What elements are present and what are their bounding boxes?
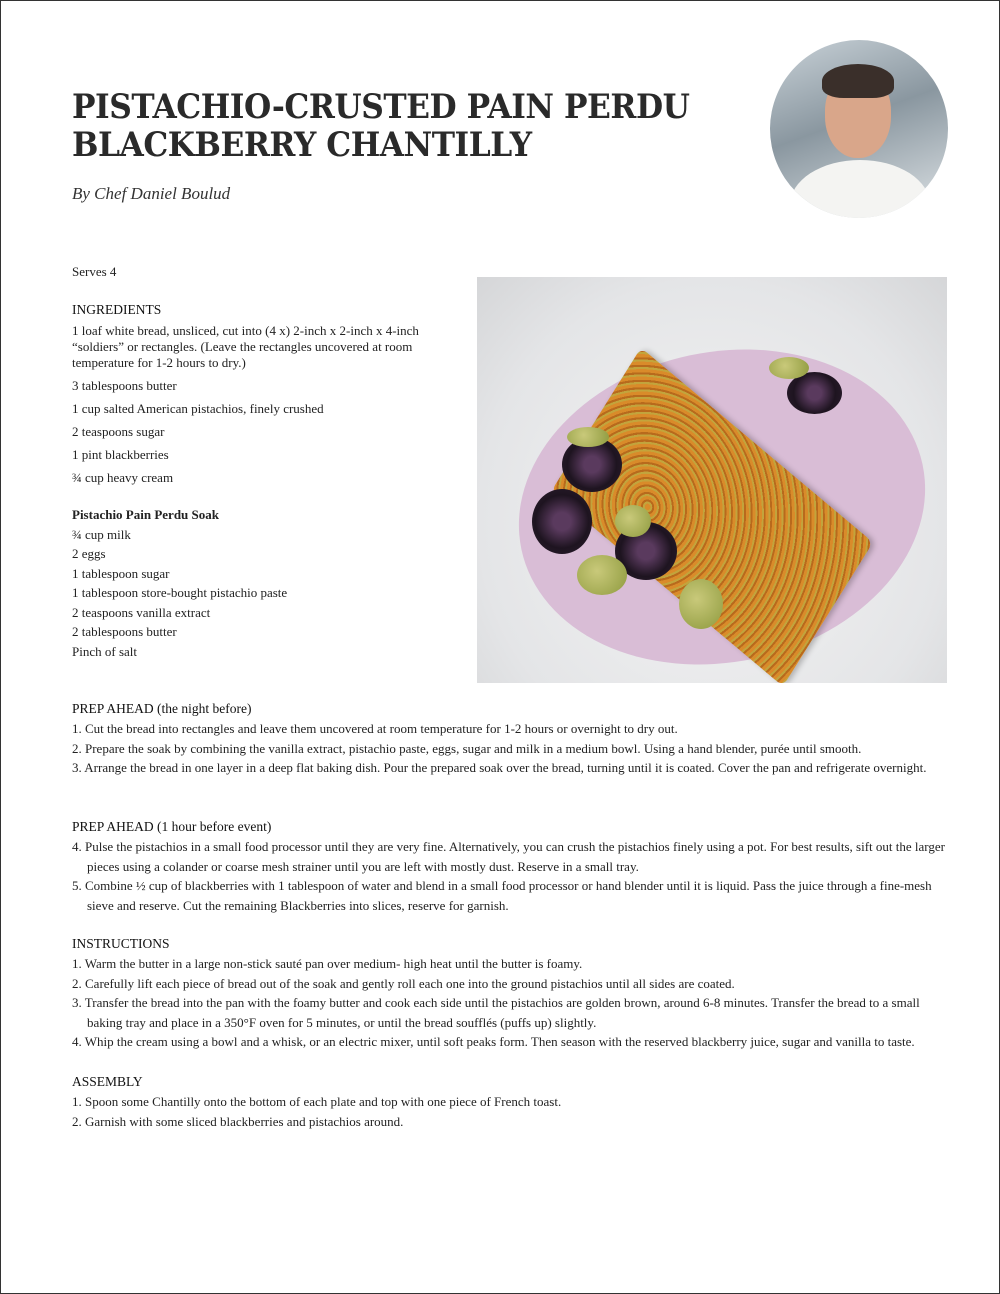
ingredient-item: 1 pint blackberries: [72, 447, 169, 462]
step: 2. Garnish with some sliced blackberries and pistachios around.: [72, 1113, 404, 1129]
dish-photo: [477, 277, 947, 683]
step: 3. Transfer the bread into the pan with the foamy butter and cook each side until the pistachios are golden brown, around 6-8 minutes. Transfer the bread to a small baking tray and place in a 350°F oven for 5 minutes, or until the bread soufflés (puffs up) slightly.: [72, 995, 920, 1030]
ingredients-section: [72, 302, 452, 493]
step: 3. Arrange the bread in one layer in a deep flat baking dish. Pour the prepared soak over the bread, turning until it is coated. Cover the pan and refrigerate overnight.: [72, 760, 927, 775]
step: 5. Combine ½ cup of blackberries with 1 tablespoon of water and blend in a small food processor or hand blender until it is liquid. Pass the juice through a fine-mesh sieve and reserve. Cut the remaining Blackberries into slices, reserve for garnish.: [72, 878, 932, 913]
assembly-section: [72, 1072, 952, 1131]
byline: By Chef Daniel Boulud: [72, 184, 231, 203]
step: 1. Spoon some Chantilly onto the bottom of each plate and top with one piece of French toast.: [72, 1094, 562, 1109]
recipe-title: [72, 88, 689, 164]
step: 1. Cut the bread into rectangles and leave them uncovered at room temperature for 1-2 hours or overnight to dry out.: [72, 721, 678, 736]
assembly-heading: ASSEMBLY: [72, 1074, 143, 1089]
ingredients-heading: INGREDIENTS: [72, 302, 162, 317]
soak-item: Pinch of salt: [72, 643, 137, 659]
prep-night-heading: PREP AHEAD (the night before): [72, 701, 252, 716]
soak-item: 1 tablespoon sugar: [72, 565, 170, 581]
ingredient-item: ¾ cup heavy cream: [72, 470, 174, 485]
soak-heading: Pistachio Pain Perdu Soak: [72, 507, 219, 522]
prep-hour-section: [72, 817, 952, 915]
soak-section: [72, 505, 287, 661]
ingredient-item: 1 loaf white bread, unsliced, cut into (4 x) 2-inch x 2-inch x 4-inch “soldiers” or rectangles. (Leave the rectangles uncovered at room temperature for 1-2 hours to dry.): [72, 323, 419, 370]
title-line-1: PISTACHIO-CRUSTED PAIN PERDU: [72, 87, 690, 127]
prep-hour-heading: PREP AHEAD (1 hour before event): [72, 819, 272, 834]
chef-portrait: [770, 40, 948, 218]
instructions-heading: INSTRUCTIONS: [72, 936, 170, 951]
ingredient-item: 2 teaspoons sugar: [72, 424, 165, 439]
step: 2. Carefully lift each piece of bread out of the soak and gently roll each one into the ground pistachios until all sides are coated.: [72, 975, 735, 991]
soak-item: ¾ cup milk: [72, 526, 131, 542]
ingredient-item: 3 tablespoons butter: [72, 378, 177, 393]
step: 4. Pulse the pistachios in a small food processor until they are very fine. Alternatively, you can crush the pistachios finely using a pot. For best results, sift out the larger pieces using a colander or coarse mesh strainer until you are left with mostly dust. Reserve in a small tray.: [72, 839, 945, 874]
step: 1. Warm the butter in a large non-stick sauté pan over medium- high heat until the butter is foamy.: [72, 956, 583, 971]
step: 4. Whip the cream using a bowl and a whisk, or an electric mixer, until soft peaks form. Then season with the reserved blackberry juice, sugar and vanilla to taste.: [72, 1034, 915, 1049]
soak-item: 1 tablespoon store-bought pistachio paste: [72, 585, 288, 600]
instructions-section: [72, 934, 952, 1052]
prep-night-section: [72, 699, 952, 778]
title-line-2: BLACKBERRY CHANTILLY: [72, 125, 532, 165]
soak-item: 2 teaspoons vanilla extract: [72, 604, 211, 620]
ingredient-item: 1 cup salted American pistachios, finely crushed: [72, 401, 324, 416]
soak-item: 2 eggs: [72, 546, 106, 561]
serves: Serves 4: [72, 264, 117, 279]
soak-item: 2 tablespoons butter: [72, 624, 177, 639]
step: 2. Prepare the soak by combining the vanilla extract, pistachio paste, eggs, sugar and milk in a medium bowl. Using a hand blender, purée until smooth.: [72, 740, 862, 756]
